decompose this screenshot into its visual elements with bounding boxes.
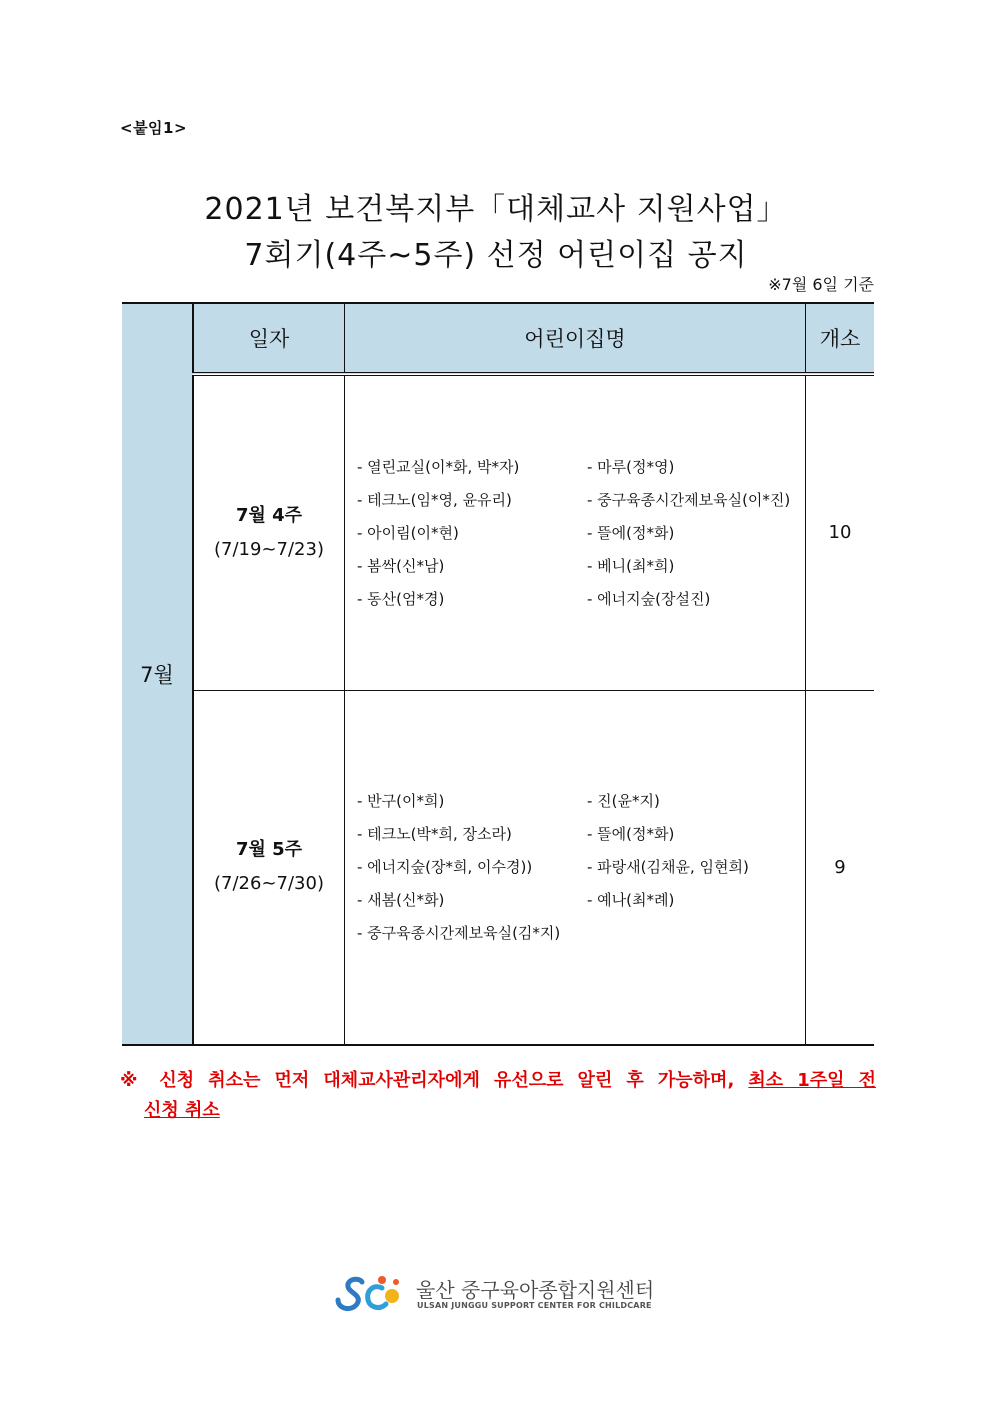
list-item: - 파랑새(김채윤, 임현희) bbox=[587, 858, 749, 877]
page-title-line2: 7회기(4주~5주) 선정 어린이집 공지 bbox=[244, 238, 748, 273]
org-name-english: ULSAN JUNGGU SUPPORT CENTER FOR CHILDCARE bbox=[417, 1301, 652, 1310]
list-item: - 열린교실(이*화, 박*자) bbox=[357, 457, 520, 476]
center-list bbox=[357, 455, 805, 611]
list-item: - 테크노(임*영, 윤유리) bbox=[357, 490, 512, 509]
org-name-korean: 울산 중구육아종합지원센터 bbox=[416, 1278, 655, 1302]
notice-deadline: 최소 1주일 전 bbox=[748, 1070, 877, 1091]
selection-table bbox=[122, 302, 874, 1046]
week-label: 7월 5주 bbox=[235, 839, 303, 861]
attachment-label: <붙임1> bbox=[120, 119, 188, 137]
list-item: - 에너지숲(장설진) bbox=[587, 589, 711, 608]
notice-continuation: 신청 취소 bbox=[144, 1100, 220, 1121]
list-item: - 중구육종시간제보육실(김*지) bbox=[357, 924, 561, 943]
list-item: - 뜰에(정*화) bbox=[587, 825, 675, 844]
list-item: - 아이림(이*현) bbox=[357, 523, 459, 542]
center-list-cell bbox=[345, 690, 806, 1045]
list-item: - 진(윤*지) bbox=[587, 792, 660, 811]
table-row bbox=[122, 374, 874, 690]
header-count: 개소 bbox=[806, 303, 875, 374]
table-header-row bbox=[122, 303, 874, 374]
table-row bbox=[122, 690, 874, 1045]
list-item: - 봄싹(신*남) bbox=[357, 556, 445, 575]
list-item: - 테크노(박*희, 장소라) bbox=[357, 825, 512, 844]
week-cell bbox=[193, 690, 345, 1045]
week-label: 7월 4주 bbox=[235, 504, 303, 526]
count-cell: 9 bbox=[806, 690, 875, 1045]
week-date-range: (7/26~7/30) bbox=[214, 873, 324, 895]
list-item: - 중구육종시간제보육실(이*진) bbox=[587, 490, 791, 509]
basis-date-note: ※7월 6일 기준 bbox=[768, 275, 874, 294]
page-title-line1: 2021년 보건복지부「대체교사 지원사업」 bbox=[204, 192, 788, 227]
cancellation-notice bbox=[120, 1066, 876, 1096]
center-logo-icon bbox=[334, 1272, 406, 1314]
list-item: - 에너지숲(장*희, 이수경)) bbox=[357, 858, 533, 877]
center-list bbox=[357, 789, 805, 945]
header-center-name: 어린이집명 bbox=[345, 303, 806, 374]
count-cell: 10 bbox=[806, 374, 875, 690]
list-item: - 마루(정*영) bbox=[587, 457, 675, 476]
list-item: - 뜰에(정*화) bbox=[587, 523, 675, 542]
list-item: - 예나(최*례) bbox=[587, 891, 675, 910]
month-cell: 7월 bbox=[122, 303, 193, 1045]
list-item: - 새봄(신*화) bbox=[357, 891, 445, 910]
list-item: - 베니(최*희) bbox=[587, 556, 675, 575]
week-date-range: (7/19~7/23) bbox=[214, 538, 324, 560]
notice-text: ※ 신청 취소는 먼저 대체교사관리자에게 유선으로 알린 후 가능하며, bbox=[120, 1070, 749, 1091]
list-item: - 동산(엄*경) bbox=[357, 589, 445, 608]
list-item: - 반구(이*희) bbox=[357, 792, 445, 811]
week-cell bbox=[193, 374, 345, 690]
center-list-cell bbox=[345, 374, 806, 690]
header-date: 일자 bbox=[193, 303, 345, 374]
